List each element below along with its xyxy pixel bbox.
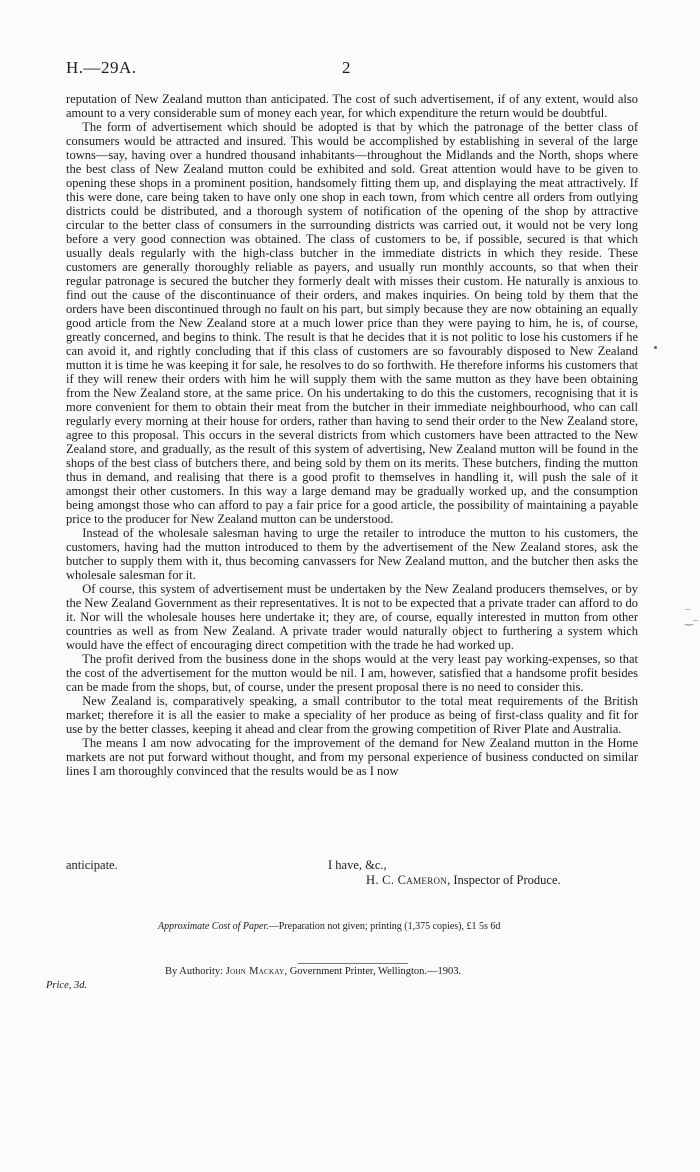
page-reference: H.—29A. xyxy=(66,58,137,77)
body-text xyxy=(66,92,638,778)
paragraph: New Zealand is, comparatively speaking, a small contributor to the total meat requirements of the British market; therefore it is all the easier to make a speciality of her produce as being of first-class quality and fit for use by the better classes, keeping it ahead and clear from the growing competition of River Plate and Australia. xyxy=(66,694,638,736)
cost-of-paper xyxy=(158,921,628,932)
signature xyxy=(366,873,561,888)
margin-dot xyxy=(654,346,657,349)
paragraph: The form of advertisement which should be adopted is that by which the patronage of the better class of consumers would be attracted and insured. This would be accomplished by establishing in several of the large towns—say, having over a hundred thousand inhabitants—throughout the Midlands and the North, shops where the best class of New Zealand mutton could be exhibited and sold. Great attention would have to be given to opening these shops in a prominent position, handsomely fitting them up, and displaying the meat attractively. If this were done, care being taken to have only one shop in each town, from which centre all orders from outlying districts could be distributed, and a thorough system of notification of the opening of the shop by attractive circular to the better class of consumers in the surrounding districts was carried out, it would not be very long before a very good connection was obtained. The class of customers to be, if possible, secured is that which usually deals regularly with the high-class butcher in the immediate districts in which they reside. These customers are generally thoroughly reliable as payers, and usually run monthly accounts, so that when their regular patronage is secured the butcher they formerly dealt with misses their custom. He naturally is anxious to find out the cause of the discontinuance of their orders, and makes inquiries. On being told by them that the orders have been discontinued through no fault on his part, but simply because they are now obtaining an equally good article from the New Zealand store at a much lower price than they were paying to him, he is, of course, greatly concerned, and begins to think. The result is that he decides that it is not politic to lose his customers if he can avoid it, and rightly concluding that if this class of customers are so favourably disposed to New Zealand mutton it is time he was keeping it for sale, he resolves to do so forthwith. He therefore informs his customers that if they will renew their orders with him he will supply them with the same mutton as they have been obtaining from the New Zealand store, at the same price. On his undertaking to do this the customers, recognising that it is more convenient for them to obtain their meat from the butcher in their immediate neighbourhood, who can call regularly every morning at their house for orders, rather than having to send their order to the New Zealand store, agree to this proposal. This occurs in the several districts from which customers have been attracted to the New Zealand store, and gradually, as the result of this system of advertising, New Zealand mutton will be found in the shops of the best class of butchers there, and being sold by them on its merits. These butchers, finding the mutton thus in demand, and realising that there is a good profit to themselves in handling it, will push the sale of it amongst their other customers. In this way a large demand may be gradually worked up, and the consumption being amongst those who can afford to pay a fair price for a good article, the possibility of maintaining a payable price to the producer for New Zealand mutton can be understood. xyxy=(66,120,638,526)
authority-line xyxy=(165,966,635,977)
signature-name: H. C. Cameron xyxy=(366,873,448,887)
signoff xyxy=(66,858,638,888)
divider-rule xyxy=(298,963,408,964)
margin-mark: –‿– xyxy=(685,604,699,626)
salutation: I have, &c., xyxy=(328,858,387,872)
price: Price, 3d. xyxy=(46,980,88,991)
signature-title: , Inspector of Produce. xyxy=(447,873,561,887)
paragraph: reputation of New Zealand mutton than anticipated. The cost of such advertisement, if of any extent, would also amount to a very considerable sum of money each year, for which expenditure the return would be doubtful. xyxy=(66,92,638,120)
printer-name: John Mackay xyxy=(225,966,285,977)
paragraph: Of course, this system of advertisement must be undertaken by the New Zealand producers themselves, or by the New Zealand Government as their representatives. It is not to be expected that a private trader can afford to do it. Nor will the wholesale houses here undertake it; they are, of course, equally interested in mutton from other countries as well as from New Zealand. A private trader would naturally object to furthering a system which would have the effect of encouraging direct competition with the trade he had worked up. xyxy=(66,582,638,652)
page-number: 2 xyxy=(342,58,351,77)
authority-suffix: , Government Printer, Wellington.—1903. xyxy=(284,966,462,977)
cost-text: —Preparation not given; printing (1,375 copies), £1 5s 6d xyxy=(268,921,501,932)
closing-word: anticipate. xyxy=(66,858,118,872)
paragraph: The profit derived from the business done in the shops would at the very least pay working-expenses, so that the cost of the advertisement for the mutton would be nil. I am, however, satisfied that a handsome profit besides can be made from the shops, but, of course, under the present proposal there is no need to consider this. xyxy=(66,652,638,694)
authority-prefix: By Authority: xyxy=(165,966,226,977)
cost-label: Approximate Cost of Paper. xyxy=(158,921,269,932)
paragraph: The means I am now advocating for the improvement of the demand for New Zealand mutton in the Home markets are not put forward without thought, and from my personal experience of business conducted on similar lines I am thoroughly convinced that the results would be as I now xyxy=(66,736,638,778)
paragraph: Instead of the wholesale salesman having to urge the retailer to introduce the mutton to his customers, the customers, having had the mutton introduced to them by the advertisement of the New Zealand stores, ask the butcher to supply them with it, thus becoming canvassers for New Zealand mutton, and the butcher then asks the wholesale salesman for it. xyxy=(66,526,638,582)
